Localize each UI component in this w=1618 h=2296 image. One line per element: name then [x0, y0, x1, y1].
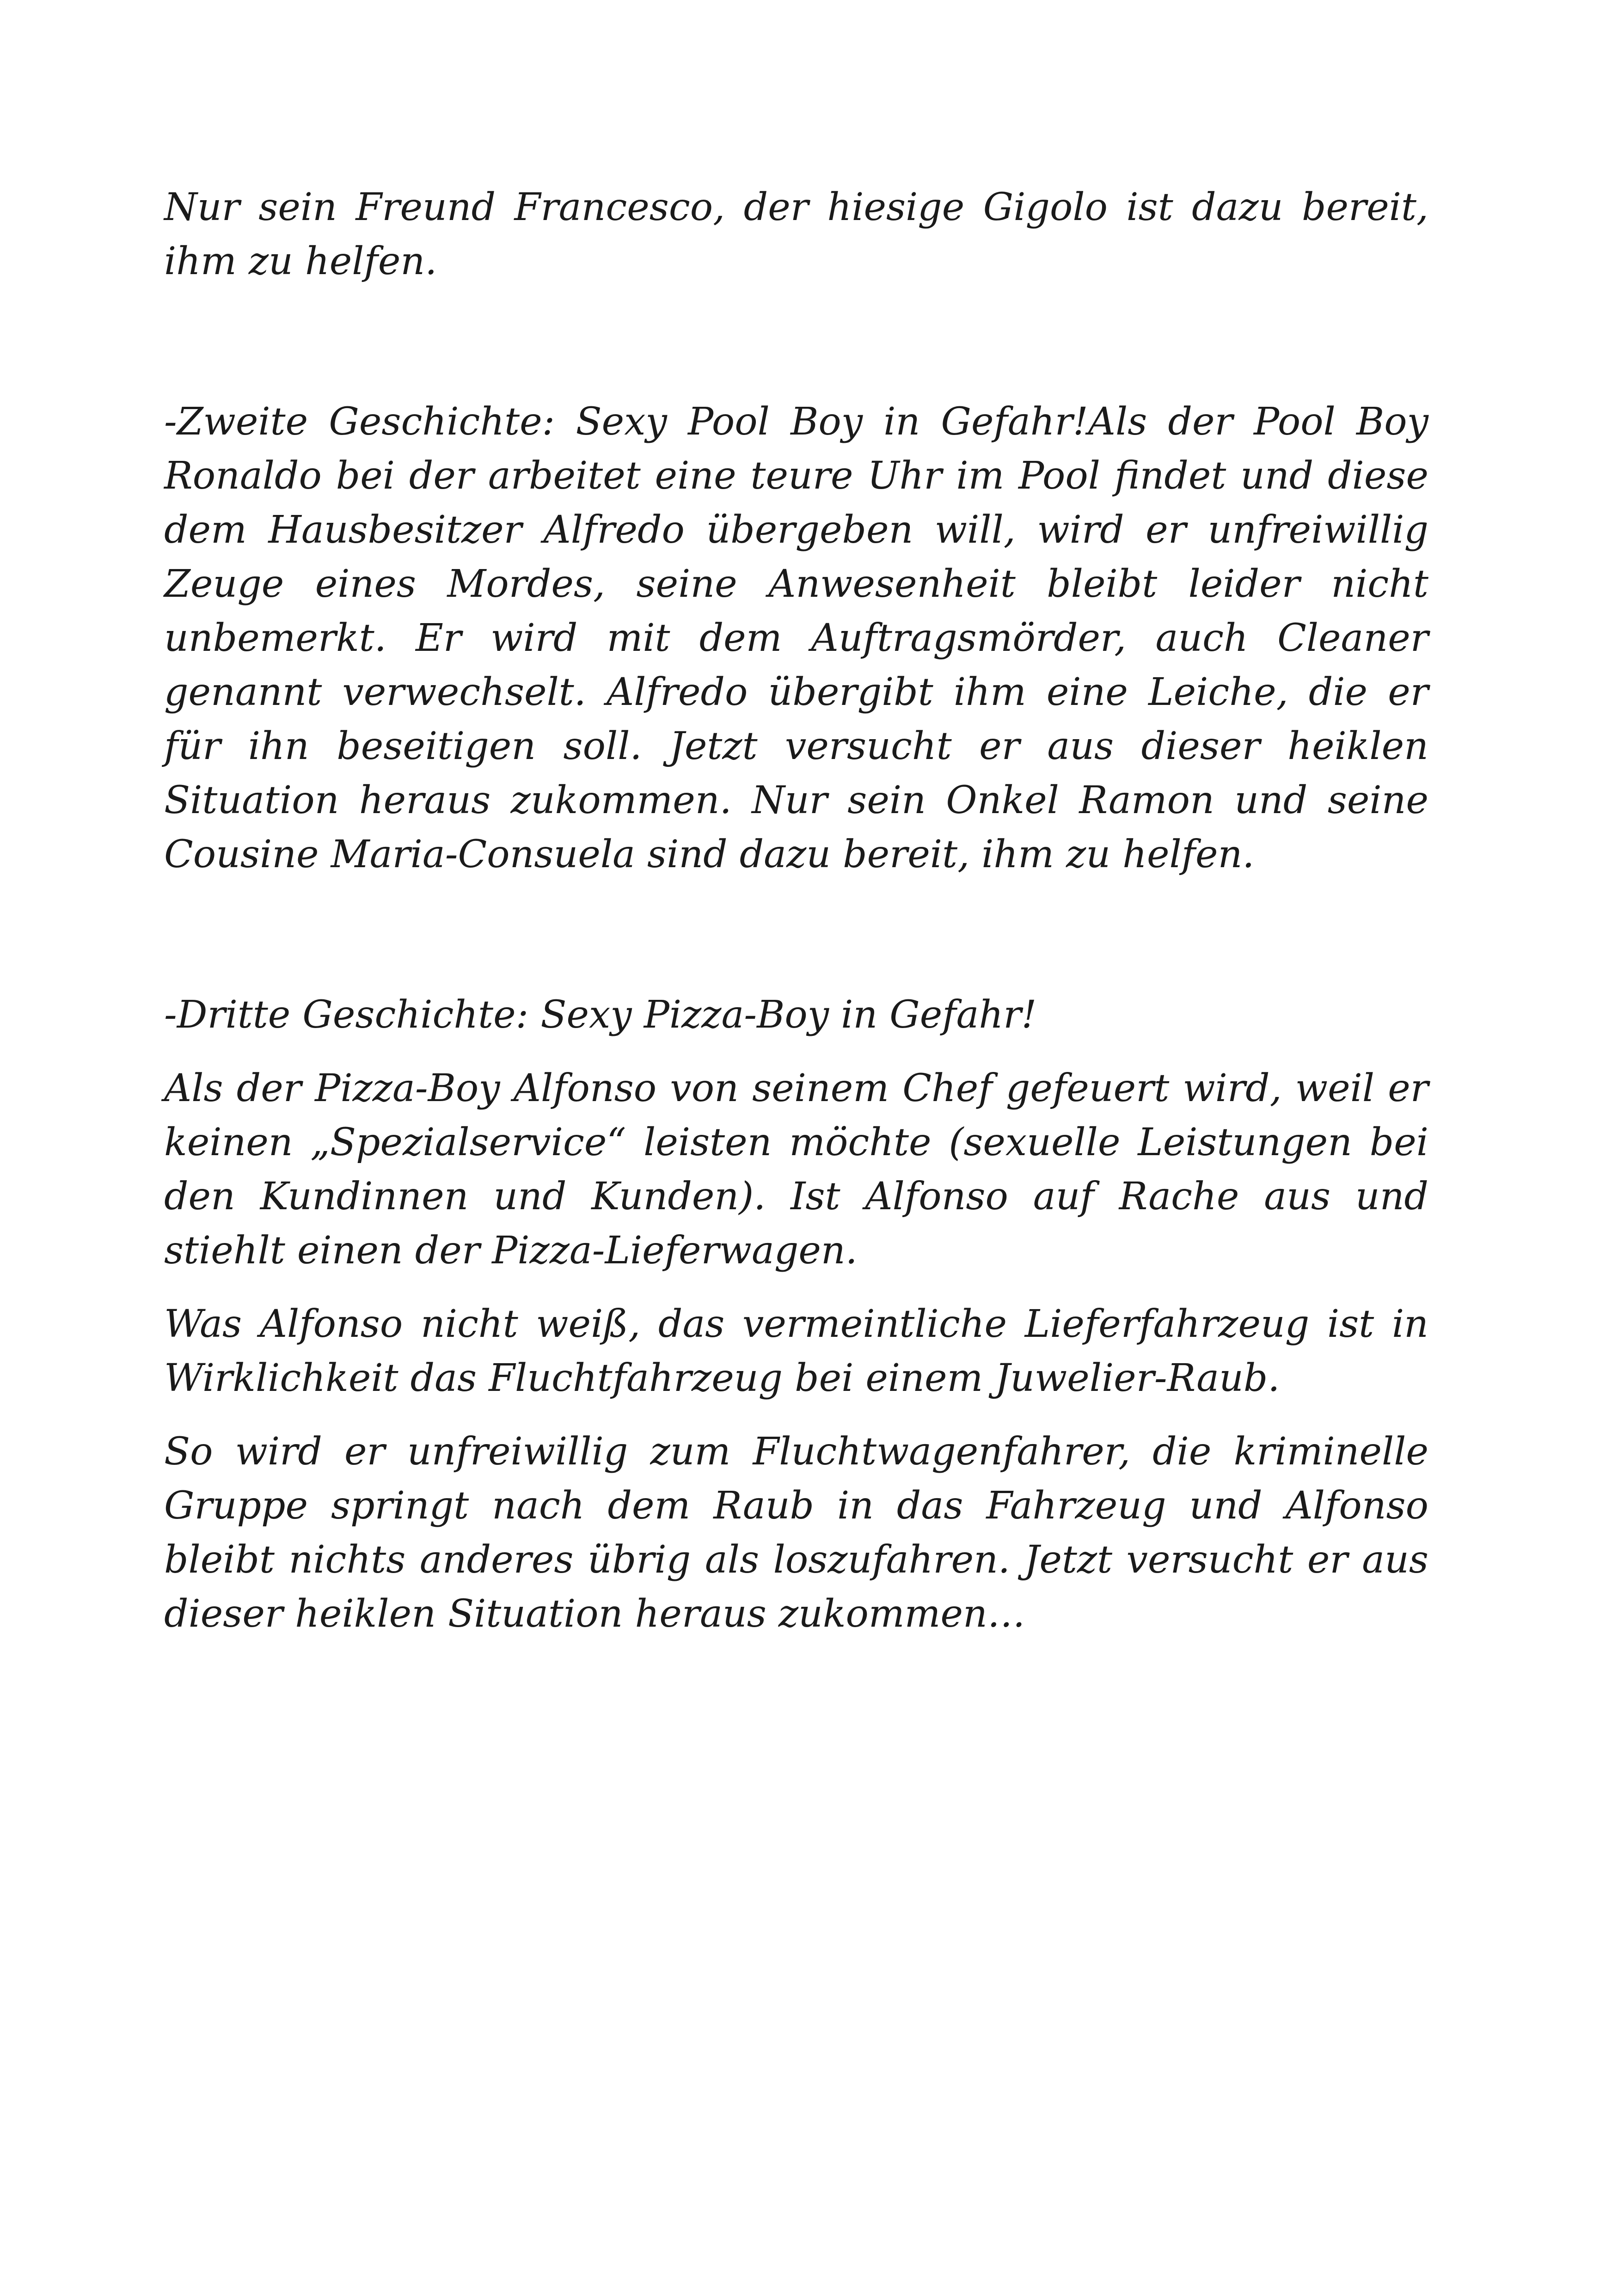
paragraph-third-story-twist: Was Alfonso nicht weiß, das vermeintliche Lieferfahrzeug ist in Wirklichkeit das Fluchtfahrzeug bei einem Juwelier-Raub.	[164, 1302, 1428, 1400]
heading-third-story: -Dritte Geschichte: Sexy Pizza-Boy in Gefahr!	[164, 993, 1037, 1037]
paragraph-third-story-setup: Als der Pizza-Boy Alfonso von seinem Chef gefeuert wird, weil er keinen „Spezialservice“ leisten möchte (sexuelle Leistungen bei den Kundinnen und Kunden). Ist Alfonso auf Rache aus und stiehlt einen der Pizza-Lieferwagen.	[164, 1066, 1428, 1273]
document-page	[164, 180, 1428, 1641]
paragraph-intro-end: Nur sein Freund Francesco, der hiesige Gigolo ist dazu bereit, ihm zu helfen.	[164, 185, 1428, 283]
paragraph-second-story: -Zweite Geschichte: Sexy Pool Boy in Gefahr!Als der Pool Boy Ronaldo bei der arbeitet eine teure Uhr im Pool findet und diese dem Hausbesitzer Alfredo übergeben will, wird er unfreiwillig Zeuge eines Mordes, seine Anwesenheit bleibt leider nicht unbemerkt. Er wird mit dem Auftragsmörder, auch Cleaner genannt verwechselt. Alfredo übergibt ihm eine Leiche, die er für ihn beseitigen soll. Jetzt versucht er aus dieser heiklen Situation heraus zukommen. Nur sein Onkel Ramon und seine Cousine Maria-Consuela sind dazu bereit, ihm zu helfen.	[164, 400, 1428, 876]
paragraph-third-story-ending: So wird er unfreiwillig zum Fluchtwagenfahrer, die kriminelle Gruppe springt nach dem Raub in das Fahrzeug und Alfonso bleibt nichts anderes übrig als loszufahren. Jetzt versucht er aus dieser heiklen Situation heraus zukommen…	[164, 1430, 1428, 1636]
